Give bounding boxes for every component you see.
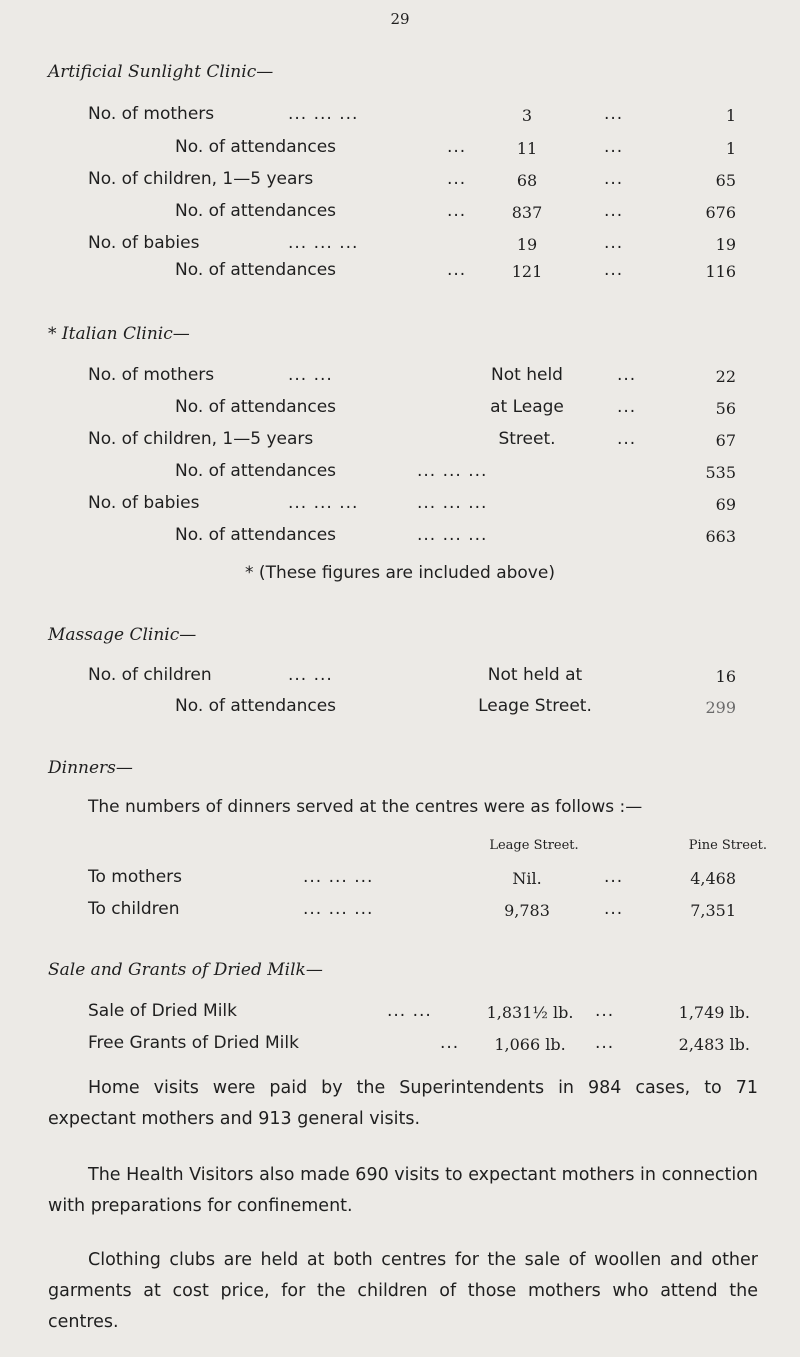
value-col1: Street.	[498, 429, 556, 449]
value-col1: 9,783	[504, 901, 550, 920]
value-col2: 65	[715, 171, 736, 190]
value-col1: 68	[516, 171, 538, 190]
section-heading-massage-clinic: Massage Clinic—	[48, 625, 197, 645]
row-label: No. of attendances	[175, 397, 337, 417]
value-col1: 121	[511, 262, 543, 281]
row-label: No. of attendances	[175, 525, 337, 545]
value-col1: at Leage	[490, 397, 564, 417]
value-col1: Not held at	[487, 665, 583, 685]
value-col1: 1,066 lb.	[494, 1035, 566, 1054]
leader-dots: ...	[604, 169, 624, 189]
value-col1: Nil.	[512, 869, 542, 888]
row-label: No. of mothers	[88, 104, 215, 124]
paragraph-text: The Health Visitors also made 690 visits to expectant mothers in connection with preparations for confinement.	[48, 1165, 758, 1216]
value-col2: 1	[725, 106, 736, 125]
leader-dots: ...	[440, 1033, 460, 1053]
section-heading-dried-milk: Sale and Grants of Dried Milk—	[48, 960, 323, 980]
paragraph-home-visits	[48, 1073, 758, 1135]
value-col2: 7,351	[690, 901, 736, 920]
leader-dots: ... ... ...	[417, 525, 488, 545]
leader-dots: ...	[617, 429, 637, 449]
leader-dots: ... ... ...	[288, 104, 359, 124]
value-col1: Leage Street.	[478, 696, 592, 716]
section-heading-italian-clinic: * Italian Clinic—	[48, 324, 190, 344]
row-label: Free Grants of Dried Milk	[88, 1033, 299, 1053]
row-label: Sale of Dried Milk	[88, 1001, 237, 1021]
leader-dots: ...	[447, 169, 467, 189]
leader-dots: ... ... ...	[303, 899, 374, 919]
leader-dots: ...	[604, 899, 624, 919]
value-col1: 11	[516, 139, 538, 158]
row-label: No. of attendances	[175, 201, 337, 221]
paragraph-text: Clothing clubs are held at both centres for the sale of woollen and other garments at cost price, for the children of those mothers who attend the centres.	[48, 1250, 758, 1332]
value-col2: 56	[715, 399, 736, 418]
value-col2: 1	[725, 139, 736, 158]
leader-dots: ...	[447, 201, 467, 221]
leader-dots: ...	[604, 867, 624, 887]
value-col2: 535	[705, 463, 736, 482]
value-col2: 663	[705, 527, 736, 546]
leader-dots: ...	[447, 260, 467, 280]
value-col2: 22	[715, 367, 736, 386]
leader-dots: ...	[604, 201, 624, 221]
row-label: No. of children, 1—5 years	[88, 429, 314, 449]
value-col1: 1,831½ lb.	[486, 1003, 574, 1022]
paragraph-text: Home visits were paid by the Superintendents in 984 cases, to 71 expectant mothers and 913 general visits.	[48, 1078, 758, 1129]
value-col2: 676	[705, 203, 736, 222]
row-label: No. of babies	[88, 233, 200, 253]
row-label: To mothers	[88, 867, 183, 887]
leader-dots: ... ... ...	[417, 461, 488, 481]
value-col1: 19	[516, 235, 538, 254]
leader-dots: ... ... ...	[288, 233, 359, 253]
value-col1: 837	[511, 203, 543, 222]
value-col2: 2,483 lb.	[678, 1035, 750, 1054]
leader-dots: ...	[595, 1001, 615, 1021]
value-col2: 1,749 lb.	[678, 1003, 750, 1022]
leader-dots: ...	[604, 137, 624, 157]
value-col2: 69	[715, 495, 736, 514]
value-col2: 4,468	[690, 869, 736, 888]
dinners-intro: The numbers of dinners served at the centres were as follows :—	[88, 797, 643, 817]
column-header-leage-street: Leage Street.	[489, 838, 579, 853]
section-heading-dinners: Dinners—	[48, 758, 133, 778]
value-col2: 116	[705, 262, 736, 281]
value-col2: 19	[715, 235, 736, 254]
row-label: No. of attendances	[175, 260, 337, 280]
value-col2: 67	[715, 431, 736, 450]
value-col1: 3	[521, 106, 533, 125]
row-label: No. of attendances	[175, 461, 337, 481]
row-label: No. of attendances	[175, 137, 337, 157]
value-col2: 16	[715, 667, 736, 686]
row-label: No. of children, 1—5 years	[88, 169, 314, 189]
leader-dots: ...	[617, 397, 637, 417]
row-label: To children	[88, 899, 180, 919]
leader-dots: ...	[604, 104, 624, 124]
leader-dots: ... ... ...	[417, 493, 488, 513]
value-col2: 299	[705, 698, 736, 717]
leader-dots: ...	[617, 365, 637, 385]
leader-dots: ... ...	[288, 665, 333, 685]
value-col1: Not held	[491, 365, 563, 385]
leader-dots: ...	[447, 137, 467, 157]
section-heading-artificial-sunlight: Artificial Sunlight Clinic—	[48, 62, 274, 82]
leader-dots: ... ... ...	[303, 867, 374, 887]
paragraph-health-visitors	[48, 1160, 758, 1222]
leader-dots: ... ...	[288, 365, 333, 385]
leader-dots: ...	[595, 1033, 615, 1053]
footnote: * (These figures are included above)	[245, 563, 555, 583]
leader-dots: ... ...	[387, 1001, 432, 1021]
column-header-pine-street: Pine Street.	[688, 838, 767, 853]
leader-dots: ...	[604, 260, 624, 280]
row-label: No. of mothers	[88, 365, 215, 385]
leader-dots: ...	[604, 233, 624, 253]
row-label: No. of children	[88, 665, 212, 685]
paragraph-clothing-clubs	[48, 1245, 758, 1338]
row-label: No. of babies	[88, 493, 200, 513]
page-number: 29	[390, 10, 410, 28]
row-label: No. of attendances	[175, 696, 337, 716]
leader-dots: ... ... ...	[288, 493, 359, 513]
